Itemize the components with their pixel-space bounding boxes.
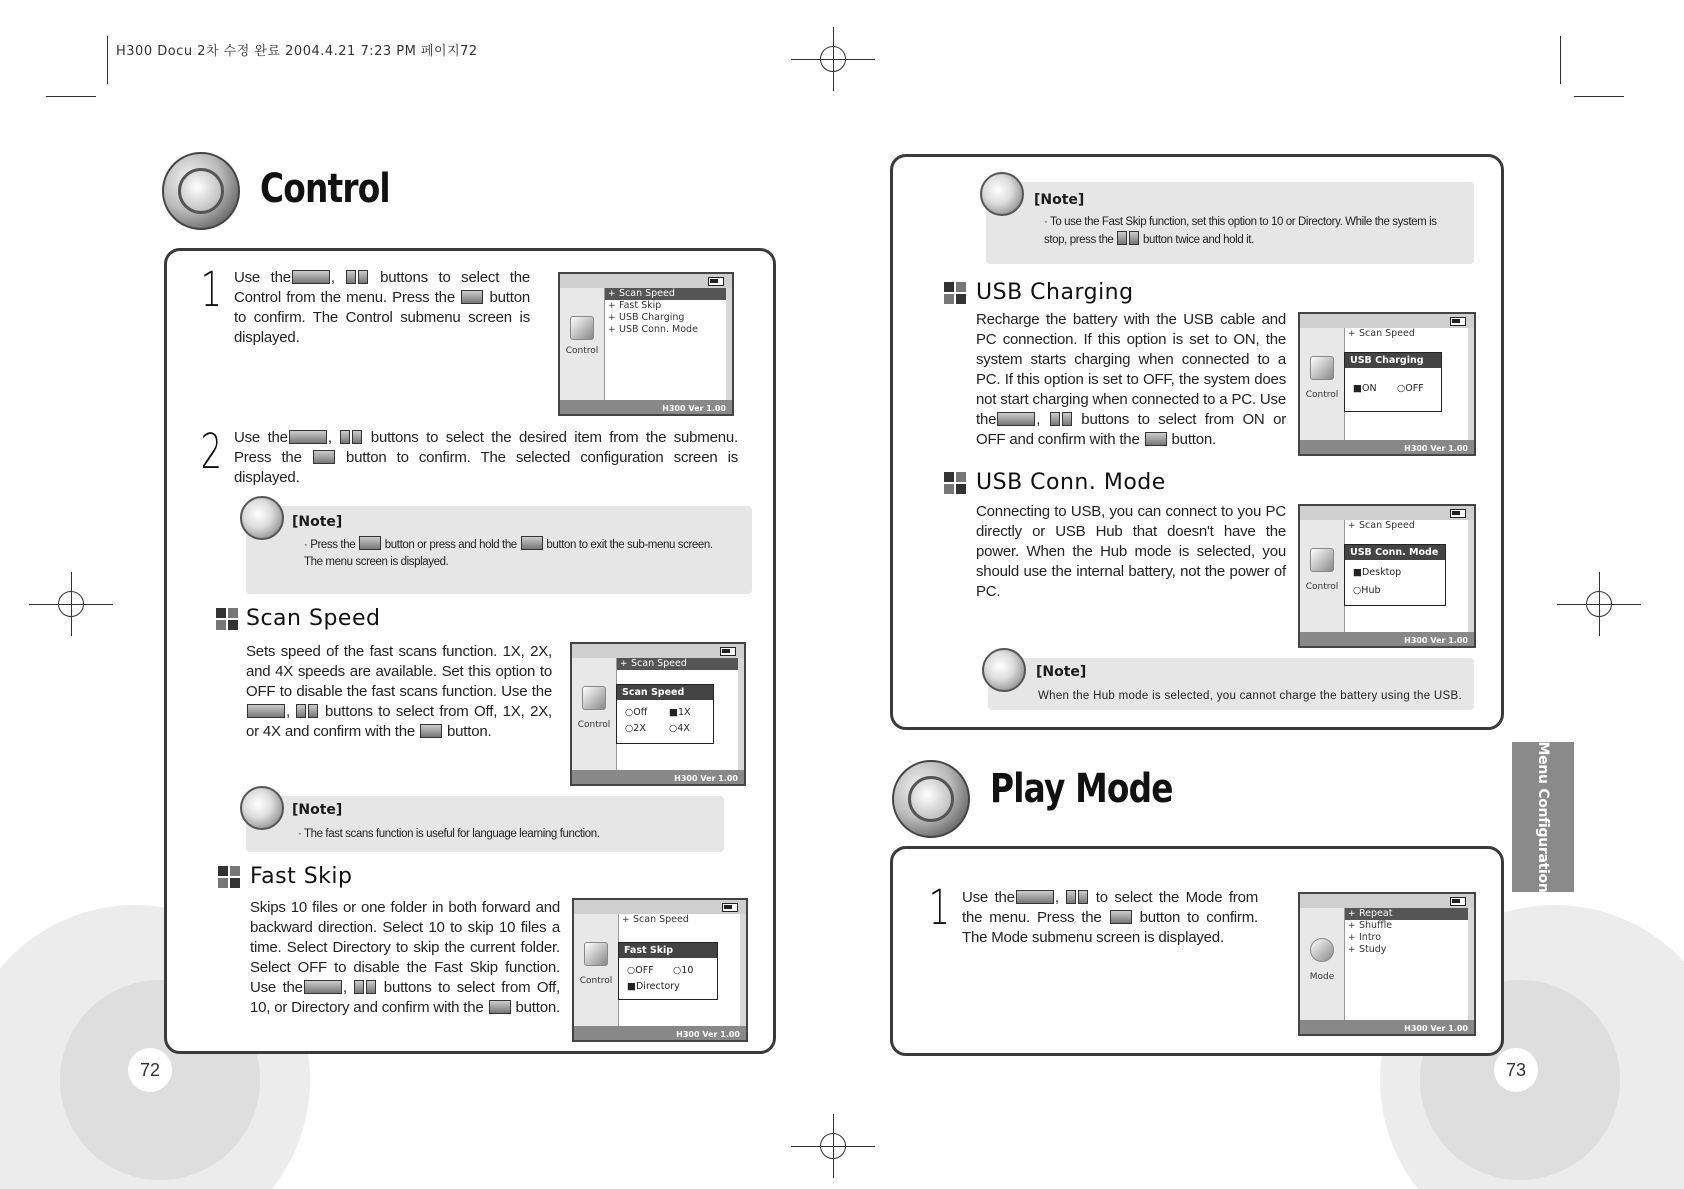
menu-item: + Scan Speed bbox=[619, 914, 740, 926]
mode-menu-screen: Mode + Repeat + Shuffle + Intro + Study H300 Ver 1.00 bbox=[1298, 892, 1476, 1036]
control-icon bbox=[570, 316, 594, 340]
note-icon bbox=[982, 648, 1026, 692]
note-text: · The fast scans function is useful for language learning function. bbox=[298, 828, 600, 840]
nav-button-icon bbox=[521, 536, 543, 550]
usb-conn-mode-screen: Control + Scan Speed USB Conn. Mode ■Desktop ○Hub H300 Ver 1.00 bbox=[1298, 504, 1476, 648]
note-title: [Note] bbox=[1034, 192, 1085, 208]
control-icon bbox=[1310, 356, 1334, 380]
note-icon bbox=[980, 172, 1024, 216]
play-mode-section-icon bbox=[892, 760, 970, 838]
stop-button-icon bbox=[359, 536, 381, 550]
prev-button-icon bbox=[340, 430, 350, 444]
prev-button-icon bbox=[346, 270, 356, 284]
menu-item: + Scan Speed bbox=[1345, 520, 1468, 532]
crop-mark bbox=[1574, 96, 1624, 97]
usb-conn-mode-popup: USB Conn. Mode ■Desktop ○Hub bbox=[1344, 544, 1446, 606]
note-title: [Note] bbox=[292, 514, 343, 530]
scan-speed-heading: Scan Speed bbox=[246, 606, 381, 631]
menu-item: + Shuffle bbox=[1345, 920, 1468, 932]
battery-icon bbox=[1450, 509, 1466, 518]
registration-mark bbox=[58, 591, 84, 617]
nav-button-icon bbox=[313, 450, 335, 464]
version-label: H300 Ver 1.00 bbox=[1404, 1024, 1468, 1033]
next-button-icon bbox=[308, 704, 318, 718]
plus-minus-button-icon bbox=[292, 270, 330, 284]
section-bullet-icon bbox=[216, 608, 238, 630]
menu-item: + Intro bbox=[1345, 932, 1468, 944]
version-label: H300 Ver 1.00 bbox=[1404, 444, 1468, 453]
menu-item: + USB Charging bbox=[605, 312, 726, 324]
note-title: [Note] bbox=[292, 802, 343, 818]
menu-item: + Scan Speed bbox=[605, 288, 726, 300]
menu-item: + Repeat bbox=[1345, 908, 1468, 920]
control-step2-text: Use the , buttons to select the desired item from the submenu. Press the button to confirm. The selected configuration screen is displayed. bbox=[234, 429, 739, 486]
battery-icon bbox=[722, 903, 738, 912]
prev-button-icon bbox=[354, 980, 364, 994]
menu-item: + Scan Speed bbox=[617, 658, 738, 670]
scan-speed-text: Sets speed of the fast scans function. 1X, 2X, and 4X speeds are available. Set this option to OFF to disable the fast scans function. Use the, buttons to select from Off, 1X, 2X, or 4X and confirm with the button. bbox=[246, 643, 552, 740]
battery-icon bbox=[1450, 317, 1466, 326]
section-bullet-icon bbox=[944, 472, 966, 494]
next-button-icon bbox=[1078, 890, 1088, 904]
control-icon bbox=[1310, 548, 1334, 572]
plus-minus-button-icon bbox=[997, 412, 1035, 426]
menu-item: + Scan Speed bbox=[1345, 328, 1468, 340]
menu-item: + Study bbox=[1345, 944, 1468, 956]
next-button-icon bbox=[352, 430, 362, 444]
prev-button-icon bbox=[1066, 890, 1076, 904]
play-mode-title: Play Mode bbox=[990, 766, 1173, 812]
control-icon bbox=[582, 686, 606, 710]
usb-conn-mode-text: Connecting to USB, you can connect to you PC directly or USB Hub that doesn't have the power. When the Hub mode is selected, you should use the internal battery, not the power of PC. bbox=[976, 503, 1286, 600]
mode-icon bbox=[1310, 938, 1334, 962]
note-text: When the Hub mode is selected, you cannot charge the battery using the USB. bbox=[1038, 690, 1462, 702]
next-button-icon bbox=[1129, 231, 1139, 245]
step-number: 1 bbox=[200, 262, 222, 318]
prev-button-icon bbox=[1117, 231, 1127, 245]
usb-charging-heading: USB Charging bbox=[976, 280, 1134, 305]
usb-charging-popup: USB Charging ■ON ○OFF bbox=[1344, 352, 1442, 412]
version-label: H300 Ver 1.00 bbox=[674, 774, 738, 783]
plus-minus-button-icon bbox=[1016, 890, 1054, 904]
section-bullet-icon bbox=[218, 866, 240, 888]
scan-speed-popup: Scan Speed ○Off ■1X ○2X ○4X bbox=[616, 684, 714, 744]
usb-charging-screen: Control + Scan Speed USB Charging ■ON ○OFF H300 Ver 1.00 bbox=[1298, 312, 1476, 456]
version-label: H300 Ver 1.00 bbox=[662, 404, 726, 413]
nav-button-icon bbox=[1110, 910, 1132, 924]
version-label: H300 Ver 1.00 bbox=[676, 1030, 740, 1039]
note-text: · To use the Fast Skip function, set this option to 10 or Directory. While the system is stop, press the button twice and hold it. bbox=[1044, 216, 1437, 246]
scan-speed-screen: Control + Scan Speed Scan Speed ○Off ■1X ○2X ○4X H300 Ver 1.00 bbox=[570, 642, 746, 786]
control-menu-screen: Control + Scan Speed + Fast Skip + USB Charging + USB Conn. Mode H300 Ver 1.00 bbox=[558, 272, 734, 416]
step-number: 2 bbox=[200, 424, 222, 480]
usb-conn-mode-heading: USB Conn. Mode bbox=[976, 470, 1166, 495]
prev-button-icon bbox=[1050, 412, 1060, 426]
fast-skip-screen: Control + Scan Speed Fast Skip ○OFF ○10 ■Directory H300 Ver 1.00 bbox=[572, 898, 748, 1042]
control-step1-text: Use the , buttons to select the Control from the menu. Press the button to confirm. The Control submenu screen is displayed. bbox=[234, 269, 531, 346]
battery-icon bbox=[720, 647, 736, 656]
play-mode-step1-text: Use the , to select the Mode from the menu. Press the button to confirm. The Mode submenu screen is displayed. bbox=[962, 889, 1259, 946]
menu-configuration-tab: Menu Configuration bbox=[1512, 742, 1574, 892]
page-number: 72 bbox=[128, 1048, 172, 1092]
usb-charging-text: Recharge the battery with the USB cable and PC connection. If this option is set to ON, the system starts charging when connected to a PC. If this option is set to OFF, the system does not start charging when connected to a PC. Use the , buttons to select from ON or OFF and confirm with the button. bbox=[976, 311, 1287, 448]
crop-mark bbox=[1560, 36, 1561, 84]
fast-skip-popup: Fast Skip ○OFF ○10 ■Directory bbox=[618, 942, 718, 1000]
plus-minus-button-icon bbox=[289, 430, 327, 444]
control-section-icon bbox=[162, 152, 240, 230]
next-button-icon bbox=[358, 270, 368, 284]
nav-button-icon bbox=[1145, 432, 1167, 446]
control-icon bbox=[584, 942, 608, 966]
fast-skip-text: Skips 10 files or one folder in both forward and backward direction. Select 10 to skip 10 files a time. Select Directory to skip the current folder. Select OFF to disable the Fast Skip function. Use the , buttons to select from Off, 10, or Directory and confirm with the button. bbox=[250, 899, 560, 1016]
print-header: H300 Docu 2차 수정 완료 2004.4.21 7:23 PM 페이지72 bbox=[116, 44, 478, 59]
battery-icon bbox=[708, 277, 724, 286]
prev-button-icon bbox=[296, 704, 306, 718]
note-title: [Note] bbox=[1036, 664, 1087, 680]
registration-mark bbox=[820, 1133, 846, 1159]
plus-minus-button-icon bbox=[304, 980, 342, 994]
nav-button-icon bbox=[461, 290, 483, 304]
nav-button-icon bbox=[489, 1000, 511, 1014]
crop-mark bbox=[107, 36, 108, 84]
menu-item: + Fast Skip bbox=[605, 300, 726, 312]
control-title: Control bbox=[260, 166, 390, 212]
plus-minus-button-icon bbox=[247, 704, 285, 718]
fast-skip-heading: Fast Skip bbox=[250, 864, 353, 889]
step-number: 1 bbox=[928, 880, 950, 936]
next-button-icon bbox=[1062, 412, 1072, 426]
version-label: H300 Ver 1.00 bbox=[1404, 636, 1468, 645]
menu-item: + USB Conn. Mode bbox=[605, 324, 726, 336]
registration-mark bbox=[1586, 591, 1612, 617]
note-text: · Press the button or press and hold the button to exit the sub-menu screen. The menu screen is displayed. bbox=[304, 536, 724, 571]
nav-button-icon bbox=[420, 724, 442, 738]
crop-mark bbox=[46, 96, 96, 97]
note-icon bbox=[240, 496, 284, 540]
note-icon bbox=[240, 786, 284, 830]
battery-icon bbox=[1450, 897, 1466, 906]
page-number: 73 bbox=[1494, 1048, 1538, 1092]
next-button-icon bbox=[366, 980, 376, 994]
section-bullet-icon bbox=[944, 282, 966, 304]
registration-mark bbox=[820, 46, 846, 72]
